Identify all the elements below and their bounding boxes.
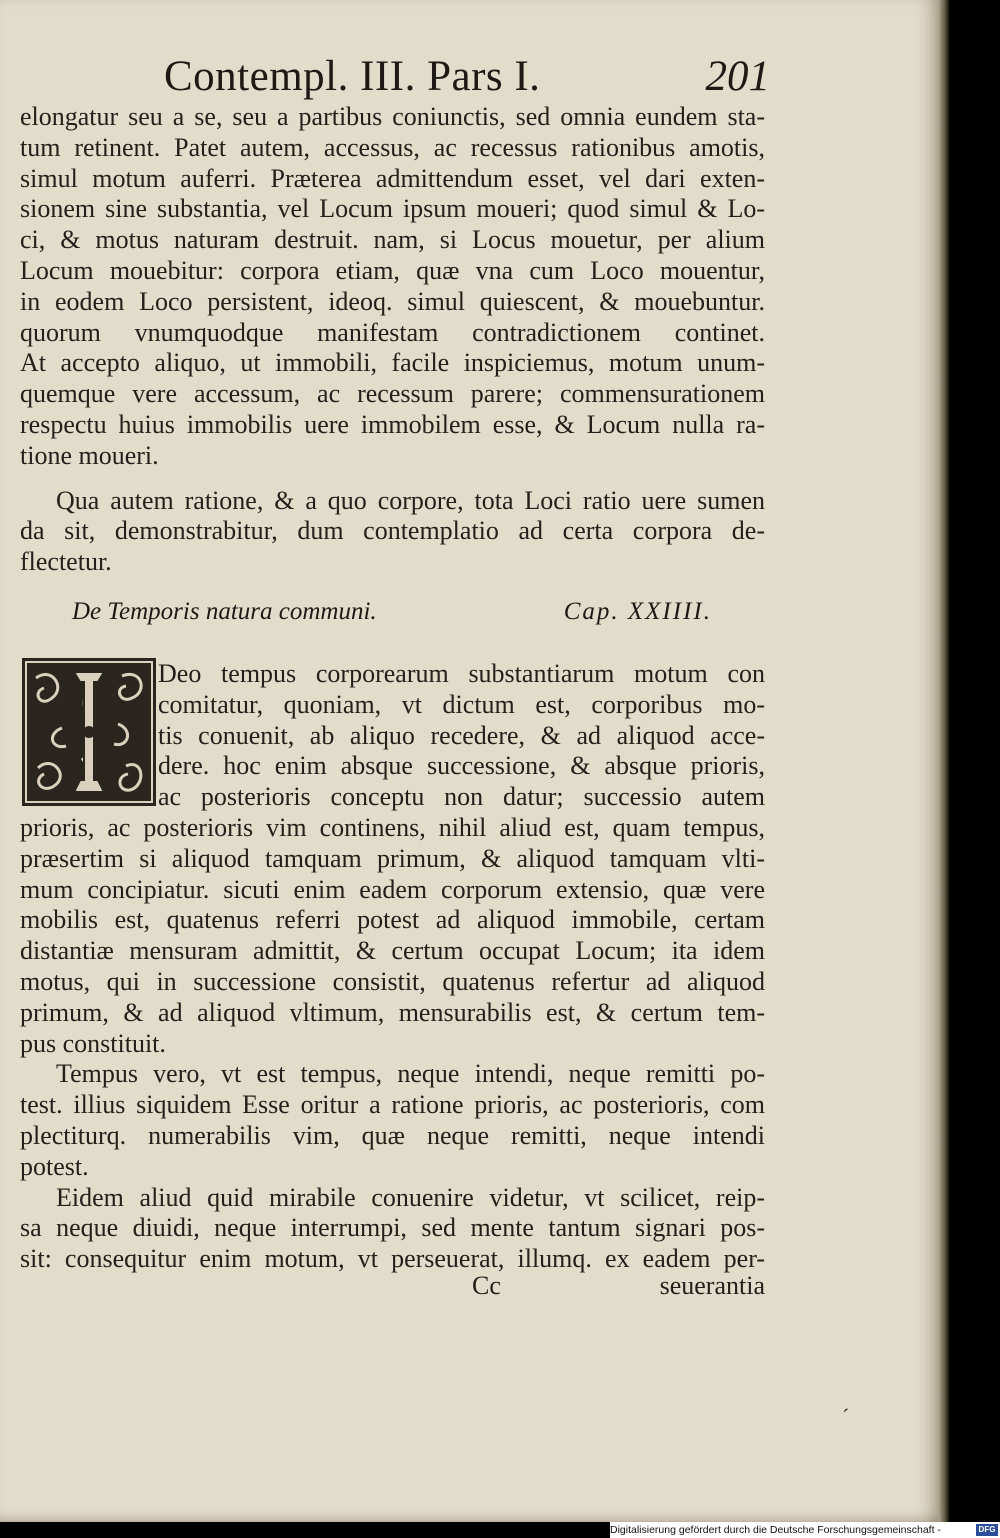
running-head: Contempl. III. Pars I. — [164, 53, 541, 100]
paragraph-3 — [20, 658, 765, 1058]
chapter-title: De Temporis natura communi. — [72, 598, 377, 625]
text-line: in eodem Loco persistent, ideoq. simul quiescent, & mouebuntur. — [20, 286, 765, 316]
text-line: tis conuenit, ab aliquo recedere, & ad aliquod acce- — [158, 720, 765, 750]
text-line: Tempus vero, vt est tempus, neque intendi, neque remitti po- — [56, 1059, 765, 1089]
chapter-heading — [72, 598, 712, 632]
text-line: dere. hoc enim absque successione, & absque prioris, — [158, 751, 765, 781]
text-block-bottom — [20, 658, 765, 1274]
text-line: elongatur seu a se, seu a partibus coniunctis, sed omnia eundem sta- — [20, 102, 765, 131]
text-line: potest. — [20, 1151, 89, 1181]
text-line: respectu huius immobilis uere immobilem esse, & Locum nulla ra- — [20, 409, 765, 439]
text-line: tione moueri. — [20, 440, 159, 470]
chapter-number: Cap. XXIIII. — [563, 598, 712, 625]
text-line: ci, & motus naturam destruit. nam, si Locus mouetur, per alium — [20, 225, 765, 255]
paragraph-5 — [20, 1182, 765, 1274]
text-line: comitatur, quoniam, vt dictum est, corporibus mo- — [158, 689, 765, 719]
catchword: seuerantia — [659, 1271, 765, 1300]
paragraph-4 — [20, 1058, 765, 1181]
text-line: Locum mouebitur: corpora etiam, quæ vna cum Loco mouentur, — [20, 255, 765, 285]
digitization-credit-bar — [610, 1522, 1000, 1538]
text-line: At accepto aliquo, ut immobili, facile inspiciemus, motum unum- — [20, 348, 765, 378]
text-line: da sit, demonstrabitur, dum contemplatio ad certa corpora de- — [20, 516, 765, 546]
text-line: sit: consequitur enim motum, vt perseuerat, illumq. ex eadem per- — [20, 1244, 765, 1274]
text-line: mobilis est, quatenus referri potest ad aliquod immobile, certam — [20, 905, 765, 935]
page-edge-shadow — [938, 0, 950, 1522]
dfg-logo-icon: DFG — [976, 1524, 998, 1536]
text-line: ac posterioris conceptu non datur; successio autem — [158, 782, 765, 812]
text-line: plectiturq. numerabilis vim, quæ neque remitti, neque intendi — [20, 1120, 765, 1150]
text-line: Qua autem ratione, & a quo corpore, tota Loci ratio uere sumen — [56, 485, 765, 515]
page-footer — [20, 1271, 765, 1305]
paragraph-2 — [20, 486, 765, 578]
text-line: motus, qui in successione consistit, quatenus refertur ad aliquod — [20, 966, 765, 996]
page-number: 201 — [705, 53, 770, 100]
text-line: Deo tempus corporearum substantiarum motum con — [158, 659, 765, 688]
paragraph-1 — [20, 102, 765, 472]
text-line: mum concipiatur. sicuti enim eadem corporum extensio, quæ vere — [20, 874, 765, 904]
text-line: simul motum auferri. Præterea admittendum esset, vel dari exten- — [20, 163, 765, 193]
text-line: præsertim si aliquod tamquam primum, & aliquod tamquam vlti- — [20, 843, 765, 873]
signature-mark: Cc — [472, 1271, 501, 1300]
text-line: Eidem aliud quid mirabile conuenire videtur, vt scilicet, reip- — [56, 1182, 765, 1212]
ink-speck: ˊ — [842, 1404, 850, 1429]
credit-text: Digitalisierung gefördert durch die Deutsche Forschungsgemeinschaft - — [610, 1524, 941, 1536]
text-line: primum, & ad aliquod vltimum, mensurabilis est, & certum tem- — [20, 997, 765, 1027]
text-line: sa neque diuidi, neque interrumpi, sed mente tantum signari pos- — [20, 1213, 765, 1243]
text-block-top — [20, 102, 765, 578]
text-line: prioris, ac posterioris vim continens, nihil aliud est, quam tempus, — [20, 812, 765, 842]
text-line: distantiæ mensuram admittit, & certum occupat Locum; ita idem — [20, 936, 765, 966]
text-line: test. illius siquidem Esse oritur a ratione prioris, ac posterioris, com — [20, 1090, 765, 1120]
text-line: sionem sine substantia, vel Locum ipsum moueri; quod simul & Lo- — [20, 194, 765, 224]
text-line: flectetur. — [20, 547, 112, 577]
text-line: quorum vnumquodque manifestam contradictionem continet. — [20, 317, 765, 347]
page-header — [150, 52, 770, 102]
text-line: pus constituit. — [20, 1028, 166, 1058]
text-line: tum retinent. Patet autem, accessus, ac recessus rationibus amotis, — [20, 132, 765, 162]
text-line: quemque vere accessum, ac recessum parere; commensurationem — [20, 379, 765, 409]
